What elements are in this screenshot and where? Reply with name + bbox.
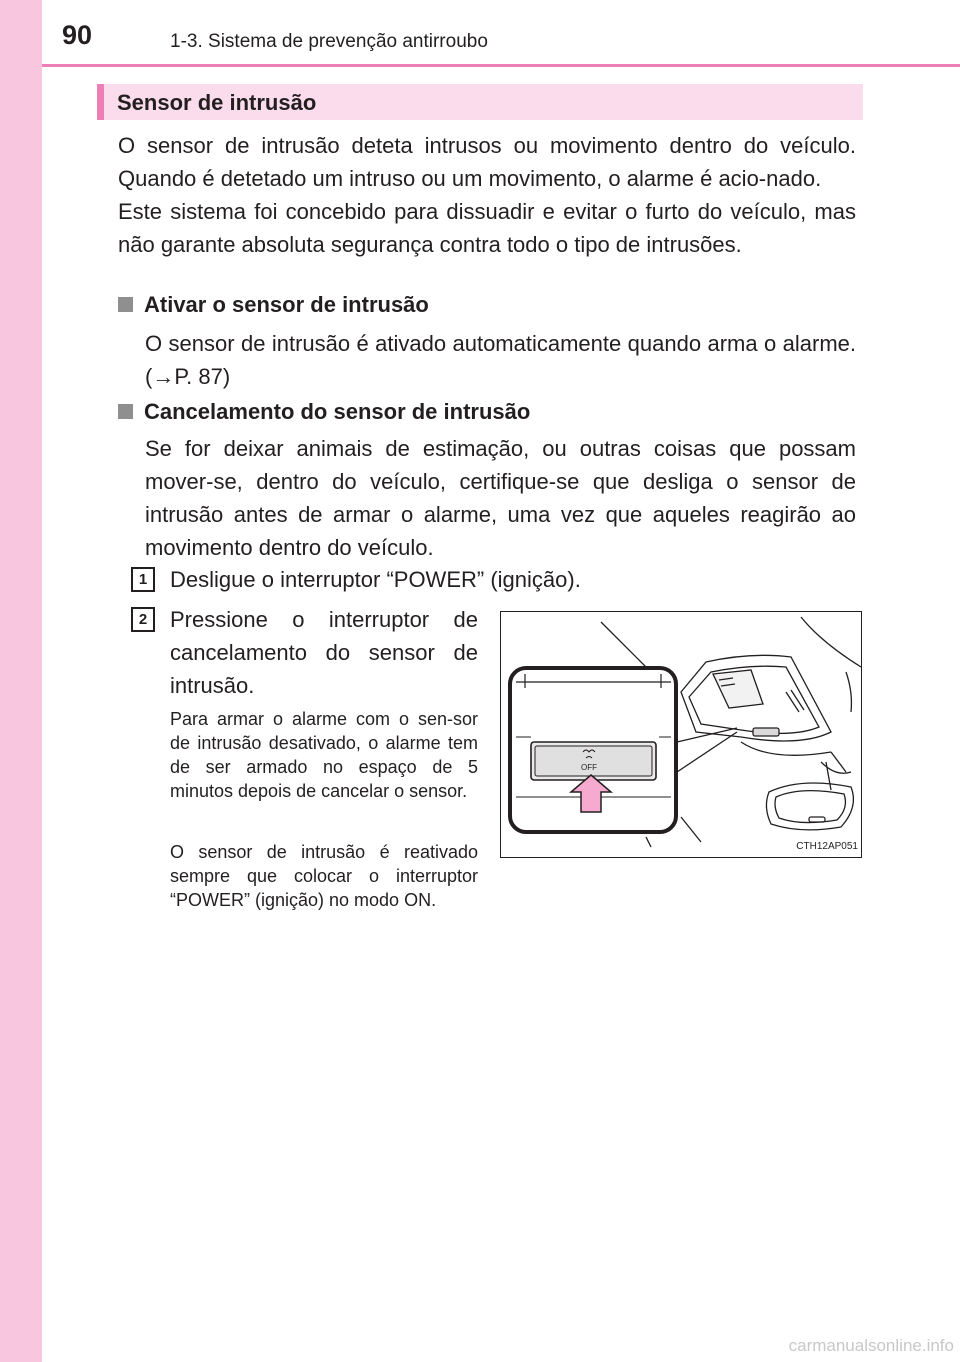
subheading-label: Ativar o sensor de intrusão: [144, 292, 429, 317]
subheading-cancel: [118, 401, 530, 423]
page-number: 90: [62, 20, 93, 50]
step-1-text: Desligue o interruptor “POWER” (ignição).: [170, 567, 581, 592]
page-edge-tab: [0, 0, 42, 1362]
intro-paragraph: O sensor de intrusão deteta intrusos ou movimento dentro do veículo. Quando é detetado um intruso ou um movimento, o alarme é acio-nado.: [118, 133, 856, 191]
square-bullet-icon: [118, 297, 133, 312]
running-head: 1-3. Sistema de prevenção antirroubo: [170, 31, 488, 52]
intro-text: [118, 129, 856, 261]
step-2-text: Pressione o interruptor de cancelamento do sensor de intrusão.: [170, 607, 478, 698]
figure-intrusion-sensor-switch: [500, 611, 862, 858]
overhead-console-illustration: [501, 612, 861, 857]
section-title: Sensor de intrusão: [117, 90, 317, 115]
subheading-activate: [118, 294, 429, 316]
step-number-1: 1: [131, 567, 155, 592]
cancel-text: Se for deixar animais de estimação, ou outras coisas que possam mover-se, dentro do veículo, certifique-se que desliga o sensor de intrusão antes de armar o alarme, uma vez que aqueles reagirão ao movimento dentro do veículo.: [145, 436, 856, 560]
step-2-note-1: Para armar o alarme com o sen-sor de intrusão desativado, o alarme tem de ser armado no espaço de 5 minutos depois de cancelar o sensor.: [170, 709, 478, 801]
activate-text: O sensor de intrusão é ativado automaticamente quando arma o alarme. (→P. 87): [145, 331, 856, 389]
subheading-label: Cancelamento do sensor de intrusão: [144, 399, 531, 424]
watermark: carmanualsonline.info: [788, 1336, 954, 1355]
step-number-2: 2: [131, 607, 155, 632]
header-rule: [42, 64, 960, 67]
off-switch-label: OFF: [581, 763, 597, 772]
square-bullet-icon: [118, 404, 133, 419]
section-heading-bar: [97, 84, 863, 120]
figure-code: CTH12AP051: [796, 841, 858, 852]
intro-paragraph: Este sistema foi concebido para dissuadir e evitar o furto do veículo, mas não garante absoluta segurança contra todo o tipo de intrusões.: [118, 199, 856, 257]
step-2-note-2: O sensor de intrusão é reativado sempre que colocar o interruptor “POWER” (ignição) no modo ON.: [170, 842, 478, 910]
